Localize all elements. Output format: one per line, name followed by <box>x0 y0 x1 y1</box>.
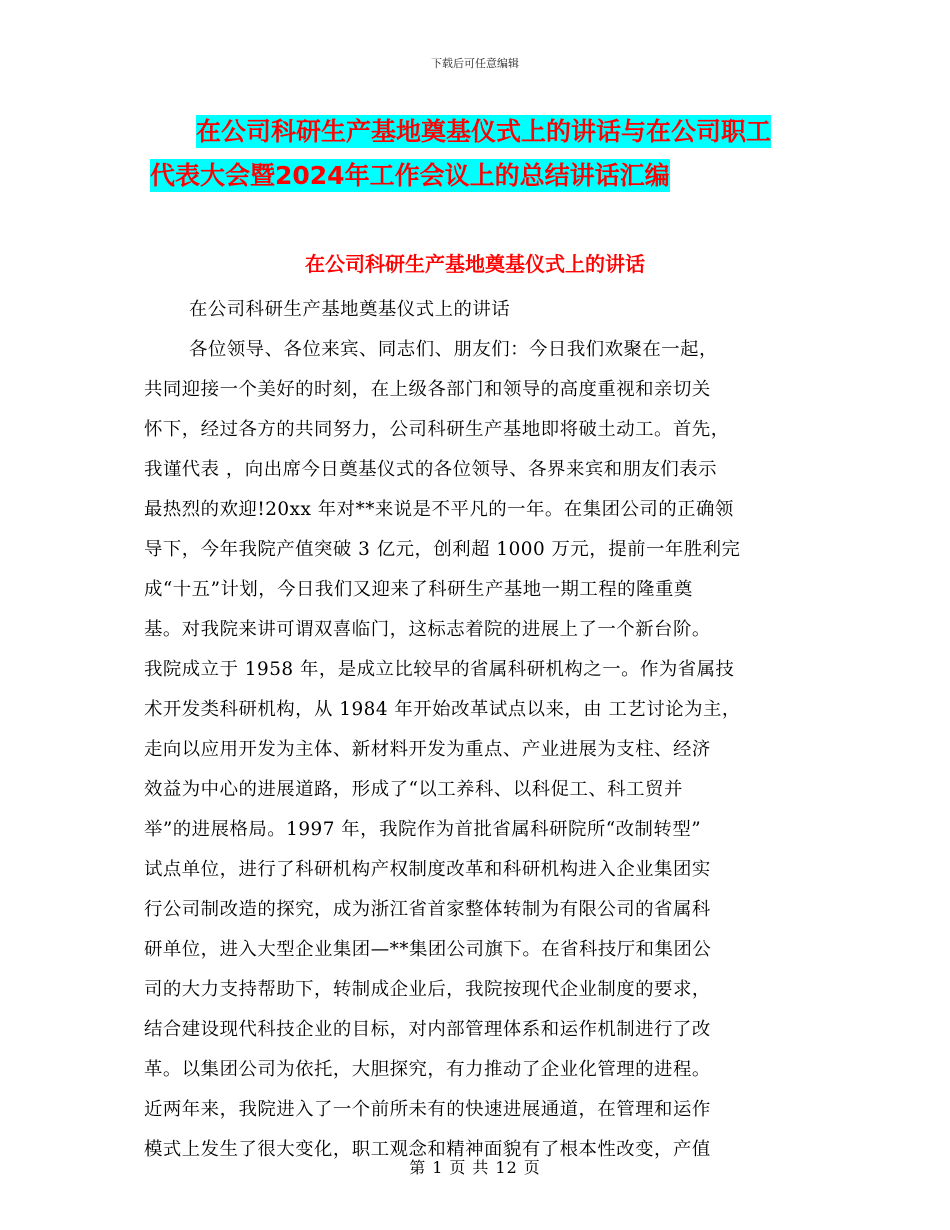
body-line: 近两年来，我院进入了一个前所未有的快速进展通道，在管理和运作 <box>144 1099 711 1120</box>
footer-total-prefix: 共 <box>472 1158 490 1177</box>
header-note: 下载后可任意编辑 <box>431 57 519 70</box>
body-line: 效益为中心的进展道路，形成了“以工养科、以科促工、科工贸并 <box>144 779 683 800</box>
footer-total-pages: 12 <box>495 1158 518 1177</box>
footer-page-mid: 页 <box>449 1158 467 1177</box>
body-line: 在公司科研生产基地奠基仪式上的讲话 <box>189 299 511 320</box>
body-line: 导下，今年我院产值突破 3 亿元，创利超 1000 万元，提前一年胜利完 <box>144 539 741 560</box>
section-title: 在公司科研生产基地奠基仪式上的讲话 <box>305 252 645 276</box>
document-title-line-1: 在公司科研生产基地奠基仪式上的讲话与在公司职工 <box>196 117 772 146</box>
page-footer <box>0 1155 950 1178</box>
footer-total-suffix: 页 <box>523 1158 541 1177</box>
body-line: 行公司制改造的探究，成为浙江省首家整体转制为有限公司的省属科 <box>144 899 711 920</box>
body-line: 各位领导、各位来宾、同志们、朋友们：今日我们欢聚在一起， <box>189 339 718 360</box>
body-line: 司的大力支持帮助下，转制成企业后，我院按现代企业制度的要求， <box>144 979 711 1000</box>
body-line: 研单位，进入大型企业集团—**集团公司旗下。在省科技厅和集团公 <box>144 939 712 960</box>
body-line: 共同迎接一个美好的时刻，在上级各部门和领导的高度重视和亲切关 <box>144 379 711 400</box>
body-line: 基。对我院来讲可谓双喜临门，这标志着院的进展上了一个新台阶。 <box>144 619 711 640</box>
body-line: 怀下，经过各方的共同努力，公司科研生产基地即将破土动工。首先， <box>144 419 730 440</box>
document-title-line-2: 代表大会暨2024年工作会议上的总结讲话汇编 <box>150 161 670 190</box>
body-line: 我院成立于 1958 年，是成立比较早的省属科研机构之一。作为省属技 <box>144 659 735 680</box>
document-body <box>144 290 800 1170</box>
body-line: 革。以集团公司为依托，大胆探究，有力推动了企业化管理的进程。 <box>144 1059 711 1080</box>
footer-page-number: 1 <box>432 1158 444 1177</box>
body-line: 最热烈的欢迎!20xx 年对**来说是不平凡的一年。在集团公司的正确领 <box>144 499 734 520</box>
body-line: 模式上发生了很大变化，职工观念和精神面貌有了根本性改变，产值 <box>144 1139 711 1160</box>
body-line: 试点单位，进行了科研机构产权制度改革和科研机构进入企业集团实 <box>144 859 711 880</box>
body-line: 成“十五”计划，今日我们又迎来了科研生产基地一期工程的隆重奠 <box>144 579 693 600</box>
document-title <box>120 110 820 198</box>
body-line: 走向以应用开发为主体、新材料开发为重点、产业进展为支柱、经济 <box>144 739 711 760</box>
body-line: 结合建设现代科技企业的目标，对内部管理体系和运作机制进行了改 <box>144 1019 711 1040</box>
footer-page-prefix: 第 <box>409 1158 427 1177</box>
body-line: 举”的进展格局。1997 年，我院作为首批省属科研院所“改制转型” <box>144 819 702 840</box>
body-line: 术开发类科研机构，从 1984 年开始改革试点以来，由 工艺讨论为主， <box>144 699 741 720</box>
body-line: 我谨代表 ，向出席今日奠基仪式的各位领导、各界来宾和朋友们表示 <box>144 459 718 480</box>
